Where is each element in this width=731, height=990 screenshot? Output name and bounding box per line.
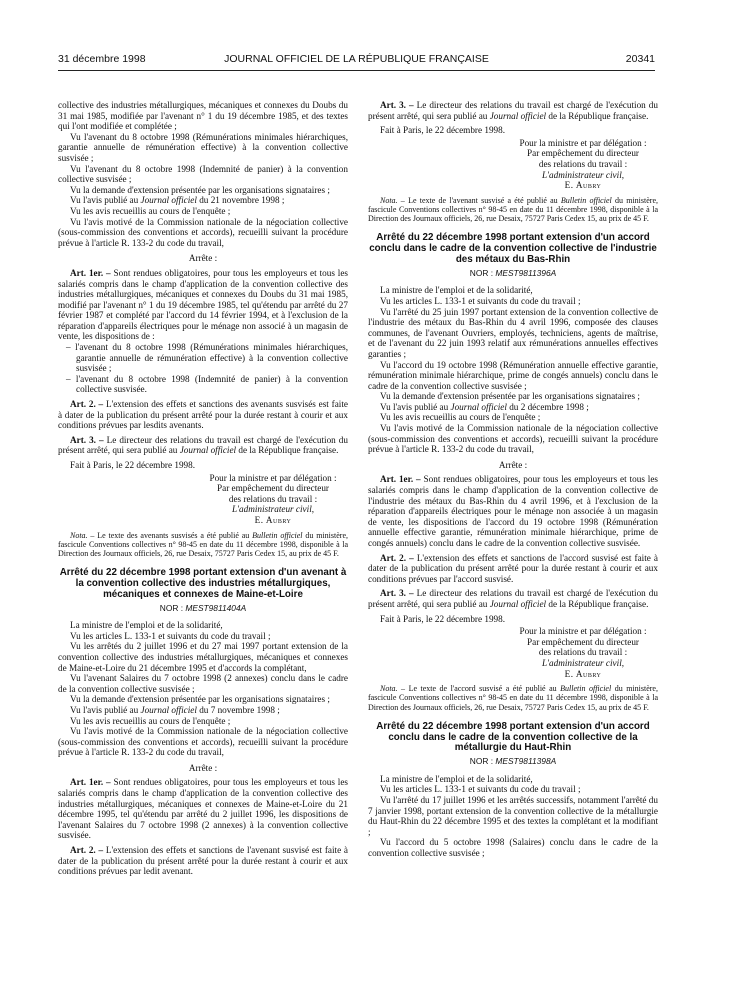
minister-line: La ministre de l'emploi et de la solidarité, (380, 285, 533, 296)
article-1: Art. 1er. – Sont rendues obligatoires, pour tous les employeurs et tous les salariés compris dans le champ d'application de la convention collective des industries métallurgiques, mécaniques et connexes du Doubs du 31 mai 1985, modifié par l'avenant n° 1 du 19 décembre 1985, tel qu'étendu par arrêté du 27 février 1987 et complété par l'accord du 14 février 1994, et à l'exclusion de la réparation d'appareils électriques pour le ménage non associé à un magasin de vente, les dispositions de : (58, 267, 348, 342)
visa: Vu l'avis publié au Journal officiel du 2 décembre 1998 ; (380, 401, 589, 412)
visa: Vu l'avis publié au Journal officiel du 7 novembre 1998 ; (70, 704, 280, 715)
signature-block: Pour la ministre et par délégation : Par empêchement du directeur des relations du travail : L'administrateur civil, E. Aubry (519, 626, 647, 679)
visa: Vu les arrêtés du 2 juillet 1996 et du 27 mai 1997 portant extension de la convention collective des industries métallurgiques, mécaniques et connexes de Maine-et-Loire du 21 décembre 1995 et d'accords la complétant, (58, 641, 348, 673)
list-item: – l'avenant du 8 octobre 1998 (Indemnité de panier) à la convention collective susvisée. (66, 373, 348, 395)
visa: Vu l'avis publié au Journal officiel du 21 novembre 1998 ; (70, 195, 285, 206)
journal-title: JOURNAL OFFICIEL DE LA RÉPUBLIQUE FRANÇAISE (224, 53, 489, 65)
nor-reference: NOR : MEST9811404A (159, 602, 247, 613)
visa: Vu les avis recueillis au cours de l'enquête ; (70, 205, 231, 216)
visa: Vu l'arrêté du 17 juillet 1996 et les arrêtés successifs, notamment l'arrêté du 7 janvier 1998, portant extension de la convention collective de la métallurgie du Haut-Rhin du 22 décembre 1995 et des textes la complétant et la modifiant ; (368, 794, 658, 837)
arrete-label: Arrête : (498, 459, 528, 470)
article-2: Art. 2. – L'extension des effets et sanctions des avenants susvisés est faite à dater de la publication du présent arrêté pour la durée restant à courir et aux conditions prévues par lesdits avenants. (58, 399, 348, 431)
visa: Vu la demande d'extension présentée par les organisations signataires ; (70, 184, 330, 195)
visa: Vu l'arrêté du 25 juin 1997 portant extension de la convention collective de l'industrie des métaux du Bas-Rhin du 4 avril 1996, composée des clauses communes, de l'avenant Ouvriers, employés, techniciens, agents de maîtrise, et de l'avenant du 22 juin 1993 relatif aux rémunérations annuelles effectives garanties ; (368, 306, 658, 359)
visa: Vu l'accord du 19 octobre 1998 (Rémunération annuelle effective garantie, rémunération minimale hiérarchique, prime de congés annuels) conclu dans le cadre de la convention collective susvisée ; (368, 359, 658, 391)
nor-reference: NOR : MEST9811398A (469, 756, 557, 767)
visa: Vu les articles L. 133-1 et suivants du code du travail ; (380, 295, 581, 306)
minister-line: La ministre de l'emploi et de la solidarité, (70, 620, 223, 631)
page-header (58, 53, 655, 69)
visa: Vu la demande d'extension présentée par les organisations signataires ; (70, 694, 330, 705)
nota-note: Nota. – Le texte des avenants susvisés a été publié au Bulletin officiel du ministère, fascicule Conventions collectives n° 98-45 en date du 11 décembre 1998, disponible à la Direction des Journaux officiels, 26, rue Desaix, 75727 Paris Cedex 15, au prix de 45 F. (58, 530, 348, 558)
visa: Vu l'avenant du 8 octobre 1998 (Rémunérations minimales hiérarchiques, garantie annuelle de rémunération effective) à la convention collective susvisée ; (58, 131, 348, 163)
visa: Vu les articles L. 133-1 et suivants du code du travail ; (380, 784, 581, 795)
page-number: 20341 (625, 53, 655, 65)
article-1: Art. 1er. – Sont rendues obligatoires, pour tous les employeurs et tous les salariés compris dans le champ d'application de la convention collective des industries métallurgiques, mécaniques et connexes de Maine-et-Loire du 21 décembre 1995, tel qu'étendu par arrêté du 2 juillet 1996, les dispositions de l'avenant Salaires du 7 octobre 1998 (2 annexes) à la convention collective susvisée. (58, 777, 348, 841)
visa: Vu les avis recueillis au cours de l'enquête ; (70, 715, 231, 726)
visa: Vu l'accord du 5 octobre 1998 (Salaires) conclu dans le cadre de la convention collective susvisée ; (368, 837, 658, 858)
decree-title: Arrêté du 22 décembre 1998 portant extension d'un accord conclu dans le cadre de la convention collective de l'industrie des métaux du Bas-Rhin (369, 232, 657, 265)
arrete-label: Arrête : (188, 253, 218, 264)
signature-date: Fait à Paris, le 22 décembre 1998. (380, 613, 506, 624)
visa: Vu les articles L. 133-1 et suivants du code du travail ; (70, 630, 271, 641)
visa: Vu l'avenant du 8 octobre 1998 (Indemnité de panier) à la convention collective susvisée ; (58, 163, 348, 185)
header-rule (58, 70, 655, 71)
article-3: Art. 3. – Le directeur des relations du travail est chargé de l'exécution du présent arrêté, qui sera publié au Journal officiel de la République française. (368, 100, 658, 121)
decree-title: Arrêté du 22 décembre 1998 portant extension d'un avenant à la convention collective des industries métallurgiques, mécaniques et connexes de Maine-et-Loire (59, 567, 347, 600)
visa: Vu la demande d'extension présentée par les organisations signataires ; (380, 391, 640, 402)
article-3: Art. 3. – Le directeur des relations du travail est chargé de l'exécution du présent arrêté, qui sera publié au Journal officiel de la République française. (368, 588, 658, 609)
visa: Vu l'avis motivé de la Commission nationale de la négociation collective (sous-commission des conventions et accords), recueilli suivant la procédure prévue à l'article R. 133-2 du code du travail, (368, 423, 658, 455)
signature-block: Pour la ministre et par délégation : Par empêchement du directeur des relations du travail : L'administrateur civil, E. Aubry (209, 472, 337, 525)
right-column (368, 100, 658, 858)
visa: Vu les avis recueillis au cours de l'enquête ; (380, 412, 541, 423)
minister-line: La ministre de l'emploi et de la solidarité, (380, 773, 533, 784)
signature-date: Fait à Paris, le 22 décembre 1998. (70, 460, 196, 470)
list-item: – l'avenant du 8 octobre 1998 (Rémunérations minimales hiérarchiques, garantie annuelle de rémunération effective) à la convention collective susvisée ; (66, 342, 348, 374)
nota-note: Nota. – Le texte de l'accord susvisé a été publié au Bulletin officiel du ministère, fascicule Conventions collectives n° 98-45 en date du 11 décembre 1998, disponible à la Direction des Journaux officiels, 26, rue Desaix, 75727 Paris Cedex 15, au prix de 45 F. (368, 684, 658, 712)
signature-date: Fait à Paris, le 22 décembre 1998. (380, 125, 506, 136)
visa: Vu l'avis motivé de la Commission nationale de la négociation collective (sous-commission des conventions et accords), recueilli suivant la procédure prévue à l'article R. 133-2 du code du travail, (58, 726, 348, 758)
header-date: 31 décembre 1998 (58, 53, 146, 65)
nor-reference: NOR : MEST9811396A (469, 267, 557, 278)
nota-note: Nota. – Le texte de l'avenant susvisé a été publié au Bulletin officiel du ministère, fascicule Conventions collectives n° 98-45 en date du 11 décembre 1998, disponible à la Direction des Journaux officiels, 26, rue Desaix, 75727 Paris Cedex 15, au prix de 45 F. (368, 195, 658, 224)
visa: Vu l'avis motivé de la Commission nationale de la négociation collective (sous-commission des conventions et accords), recueilli suivant la procédure prévue à l'article R. 133-2 du code du travail, (58, 216, 348, 248)
decree-title: Arrêté du 22 décembre 1998 portant extension d'un accord conclu dans le cadre de la convention collective de la métallurgie du Haut-Rhin (376, 720, 650, 754)
visa: Vu l'avenant Salaires du 7 octobre 1998 (2 annexes) conclu dans le cadre de la convention collective susvisée ; (58, 673, 348, 694)
signature-block: Pour la ministre et par délégation : Par empêchement du directeur des relations du travail : L'administrateur civil, E. Aubry (519, 137, 647, 191)
arrete-label: Arrête : (188, 762, 218, 773)
article-1: Art. 1er. – Sont rendues obligatoires, pour tous les employeurs et tous les salariés compris dans le champ d'application de la convention collective de l'industrie des métaux du Bas-Rhin du 4 avril 1996, et à l'exclusion de la réparation d'appareils électriques pour le ménage non associée à un magasin de vente, les dispositions de l'accord du 19 octobre 1998 (Rémunération annuelle effective garantie, rémunération minimale hiérarchique, prime de congés annuels) conclu dans le cadre de la convention collective susvisée. (368, 474, 658, 548)
article-3: Art. 3. – Le directeur des relations du travail est chargé de l'exécution du présent arrêté, qui sera publié au Journal officiel de la République française. (58, 434, 348, 456)
article-2: Art. 2. – L'extension des effets et sanctions de l'accord susvisé est faite à dater de la publication du présent arrêté pour la durée restant à courir et aux conditions prévues par l'accord susvisé. (368, 552, 658, 584)
left-column (58, 100, 348, 877)
article-2: Art. 2. – L'extension des effets et sanctions de l'avenant susvisé est faite à dater de la publication du présent arrêté pour la durée restant à courir et aux conditions prévues par ledit avenant. (58, 845, 348, 877)
intro-continuation: collective des industries métallurgiques, mécaniques et connexes du Doubs du 31 mai 1985, modifiée par l'avenant n° 1 du 19 décembre 1985, et des textes qui l'ont modifiée et complétée ; (58, 100, 348, 132)
